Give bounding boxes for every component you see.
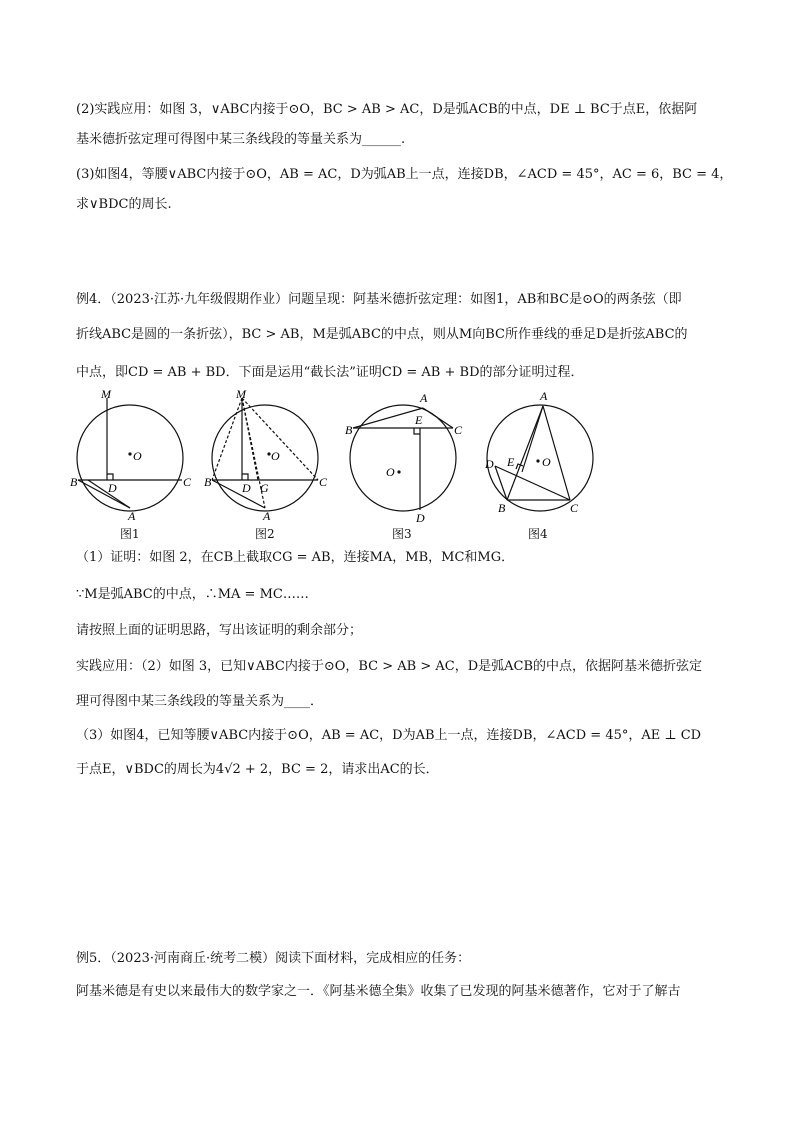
fig1-label-b: B xyxy=(70,475,78,489)
fig3-circle xyxy=(350,405,456,511)
fig1-label-o: O xyxy=(133,449,142,463)
fig2-circle xyxy=(212,405,318,511)
fig4-dc xyxy=(495,466,570,500)
question-3-continuation: 求∨BDC的周长. xyxy=(76,197,172,212)
fig2-label-c: C xyxy=(319,475,328,489)
fig2-right-angle xyxy=(242,474,248,480)
fig3-caption: 图3 xyxy=(392,527,412,541)
fig4-caption: 图4 xyxy=(528,527,548,541)
fig1-right-angle xyxy=(107,474,113,480)
fig3-label-d: D xyxy=(416,511,425,525)
question-2-continuation: 基米德折弦定理可得图中某三条线段的等量关系为______. xyxy=(76,132,406,147)
fig3-label-b: B xyxy=(345,423,353,437)
fig2-label-m: M xyxy=(236,388,246,401)
fig3-right-angle xyxy=(414,428,420,434)
fig3-label-o: O xyxy=(386,465,395,479)
fig4-ac xyxy=(543,406,570,500)
example4-line1: 例4．（2023·江苏·九年级假期作业）问题呈现：阿基米德折弦定理：如图1，AB和BC是⊙O的两条弦（即 xyxy=(76,292,682,307)
fig2-label-o: O xyxy=(271,449,280,463)
fig2-mg xyxy=(242,398,258,480)
fig2-label-g: G xyxy=(260,481,269,495)
proof-line1: （1）证明：如图 2，在CB上截取CG = AB，连接MA，MB，MC和MG． xyxy=(76,550,515,565)
example4-line3: 中点，即CD = AB + BD．下面是运用“截长法”证明CD = AB + BD的部分证明过程． xyxy=(76,365,584,380)
fig4-label-a: A xyxy=(540,389,548,403)
fig2-label-b: B xyxy=(204,475,212,489)
fig3-ba xyxy=(353,408,423,428)
example4-line2: 折线ABC是圆的一条折弦），BC > AB，M是弧ABC的中点，则从M向BC所作垂线的垂足D是折弦ABC的 xyxy=(76,327,688,342)
fig4-label-e: E xyxy=(507,455,515,469)
proof-line3: 请按照上面的证明思路，写出该证明的剩余部分； xyxy=(76,623,363,638)
fig1-circle xyxy=(77,405,183,511)
fig3-label-e: E xyxy=(415,413,423,427)
fig2-caption: 图2 xyxy=(255,527,275,541)
geometry-figures xyxy=(70,388,600,538)
fig2-label-a: A xyxy=(263,509,271,523)
proof-line2: ∵M是弧ABC的中点，∴MA = MC…… xyxy=(76,587,309,602)
fig2-label-d: D xyxy=(242,481,251,495)
fig4-label-b: B xyxy=(498,501,506,515)
question-2-line: (2)实践应用：如图 3，∨ABC内接于⊙O，BC > AB > AC，D是弧ACB的中点，DE ⊥ BC于点E，依据阿 xyxy=(76,102,698,117)
fig4-label-o: O xyxy=(542,455,551,469)
application-2-continuation: 理可得图中某三条线段的等量关系为____． xyxy=(76,694,324,709)
application-3-continuation: 于点E，∨BDC的周长为4√2 + 2，BC = 2，请求出AC的长． xyxy=(76,762,439,777)
fig1-label-c: C xyxy=(183,475,192,489)
fig4-circle xyxy=(487,405,593,511)
fig2-mb xyxy=(212,398,242,480)
application-3-line: （3）如图4，已知等腰∨ABC内接于⊙O，AB = AC，D为AB上一点，连接DB，∠ACD = 45°，AE ⊥ CD xyxy=(76,728,702,743)
fig1-caption: 图1 xyxy=(120,527,140,541)
fig4-label-d: D xyxy=(485,457,494,471)
application-2-line: 实践应用：（2）如图 3，已知∨ABC内接于⊙O，BC > AB > AC，D是弧ACB的中点，依据阿基米德折弦定 xyxy=(76,659,703,674)
fig4-ae xyxy=(522,406,543,472)
fig4-label-c: C xyxy=(570,501,579,515)
fig1-label-d: D xyxy=(108,481,117,495)
question-3-line: (3)如图4，等腰∨ABC内接于⊙O，AB = AC，D为弧AB上一点，连接DB，∠ACD = 45°，AC = 6，BC = 4， xyxy=(76,167,733,182)
fig3-label-a: A xyxy=(420,391,428,405)
example5-line1: 例5．（2023·河南商丘·统考二模）阅读下面材料，完成相应的任务： xyxy=(76,951,471,966)
fig2-mc xyxy=(242,398,318,480)
figures-svg xyxy=(70,388,600,528)
fig1-label-m: M xyxy=(101,388,111,401)
fig3-ac xyxy=(423,408,453,428)
fig3-label-c: C xyxy=(454,423,463,437)
example5-line2: 阿基米德是有史以来最伟大的数学家之一．《阿基米德全集》收集了已发现的阿基米德著作，它对于了解古 xyxy=(76,984,681,999)
fig1-label-a: A xyxy=(128,509,136,523)
